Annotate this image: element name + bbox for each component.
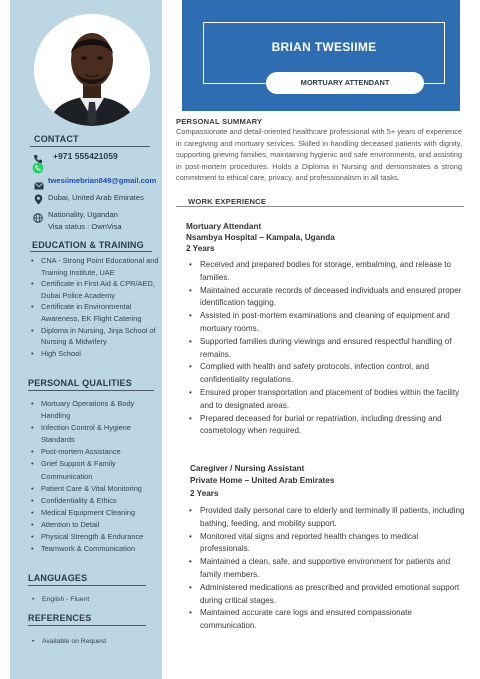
- list-item: • Teamwork & Communication: [30, 543, 156, 555]
- list-item: • Maintained accurate care logs and ensured compassionate communication.: [188, 607, 470, 633]
- list-item: • CNA - Strong Point Educational and Training Institute, UAE: [30, 255, 160, 278]
- list-item: • English - Fluent: [31, 594, 151, 606]
- references-heading: REFERENCES: [28, 613, 92, 623]
- list-item: • Supported families during viewings and ensured respectful handling of remains.: [188, 336, 470, 362]
- work-heading: WORK EXPERIENCE: [188, 197, 267, 206]
- visa-status-text: Visa status : OwnVisa: [48, 222, 122, 231]
- list-item: • Infection Control & Hygiene Standards: [30, 422, 156, 446]
- summary-text: Compassionate and detail-oriented healthcare professional with 5+ years of experience in caregiving and mortuary services. Skilled in handling deceased patients with dignity, supporting grieving families, maintaining hygienic and safe environments, and assisting in post-mortem procedures. Holds a Diploma in Nursing and demonstrates a strong commitment to ethical care, privacy, and professionalism in all tasks.: [176, 127, 462, 182]
- education-list: [30, 255, 160, 359]
- job-duties-list: [188, 259, 470, 438]
- education-heading: EDUCATION & TRAINING: [32, 240, 144, 250]
- list-item: • Assisted in post-mortem examinations and cleaning of equipment and mortuary rooms.: [188, 310, 470, 336]
- profile-photo: [34, 14, 150, 126]
- contact-heading: CONTACT: [34, 134, 79, 144]
- languages-list: [31, 594, 151, 606]
- list-item: • Post-mortem Assistance: [30, 446, 156, 458]
- list-item: • Medical Equipment Cleaning: [30, 507, 156, 519]
- location-text: Dubai, United Arab Emirates: [48, 193, 144, 202]
- list-item: • Monitored vital signs and reported health changes to medical professionals.: [188, 531, 470, 557]
- list-item: • Patient Care & Vital Monitoring: [30, 483, 156, 495]
- education-divider: [30, 251, 152, 252]
- list-item: • Prepared deceased for burial or repatriation, including dressing and cosmetology when required.: [188, 413, 470, 439]
- candidate-name: BRIAN TWESIIME: [271, 40, 377, 54]
- work-divider: [176, 206, 464, 207]
- nationality-text: Nationality, Ugandan: [48, 210, 118, 219]
- job-duration: 2 Years: [190, 489, 219, 498]
- list-item: • High School: [30, 348, 160, 360]
- list-item: • Provided daily personal care to elderly and terminally ill patients, including bathing, feeding, and mobility support.: [188, 505, 470, 531]
- header-frame: [203, 22, 445, 87]
- references-list: [31, 636, 155, 648]
- contact-divider: [30, 146, 150, 147]
- summary-heading: PERSONAL SUMMARY: [176, 117, 263, 126]
- job-employer: Private Home – United Arab Emirates: [190, 476, 335, 485]
- job-duties-list: [188, 505, 470, 633]
- location-pin-icon: [34, 192, 43, 210]
- list-item: • Confidentiality & Ethics: [30, 495, 156, 507]
- list-item: • Maintained accurate records of deceased individuals and ensured proper identification tagging.: [188, 285, 470, 311]
- header-banner: [182, 0, 460, 111]
- list-item: • Physical Strength & Endurance: [30, 531, 156, 543]
- job-title-badge: MORTUARY ATTENDANT: [266, 72, 424, 94]
- list-item: • Certificate in Environmental Awareness, EK Flight Catering: [30, 301, 160, 324]
- job-position: Caregiver / Nursing Assistant: [190, 464, 305, 473]
- list-item: • Available on Request: [31, 636, 155, 648]
- list-item: • Attention to Detail: [30, 519, 156, 531]
- qualities-heading: PERSONAL QUALITIES: [28, 378, 132, 388]
- list-item: • Ensured proper transportation and placement of bodies within the facility and to designated areas.: [188, 387, 470, 413]
- job-employer: Nsambya Hospital – Kampala, Uganda: [186, 233, 335, 242]
- list-item: • Grief Support & Family Communication: [30, 458, 156, 482]
- job-position: Mortuary Attendant: [186, 222, 262, 231]
- email-link[interactable]: twesiimebrian849@gmail.com: [48, 176, 157, 185]
- list-item: • Received and prepared bodies for storage, embalming, and release to families.: [188, 259, 470, 285]
- list-item: • Complied with health and safety protocols, infection control, and confidentiality regulations.: [188, 361, 470, 387]
- languages-divider: [28, 585, 146, 586]
- list-item: • Mortuary Operations & Body Handling: [30, 398, 156, 422]
- list-item: • Certificate in First Aid & CPR/AED, Dubai Police Academy: [30, 278, 160, 301]
- references-divider: [28, 625, 146, 626]
- phone-number[interactable]: +971 555421059: [53, 151, 118, 161]
- qualities-divider: [28, 390, 154, 391]
- job-duration: 2 Years: [186, 244, 215, 253]
- list-item: • Diploma in Nursing, Jinja School of Nursing & Midwifery: [30, 325, 160, 348]
- list-item: • Administered medications as prescribed and provided emotional support during critical stages.: [188, 582, 470, 608]
- list-item: • Maintained a clean, safe, and supportive environment for patients and family members.: [188, 556, 470, 582]
- globe-icon: [33, 210, 43, 228]
- qualities-list: [30, 398, 156, 555]
- languages-heading: LANGUAGES: [28, 573, 88, 583]
